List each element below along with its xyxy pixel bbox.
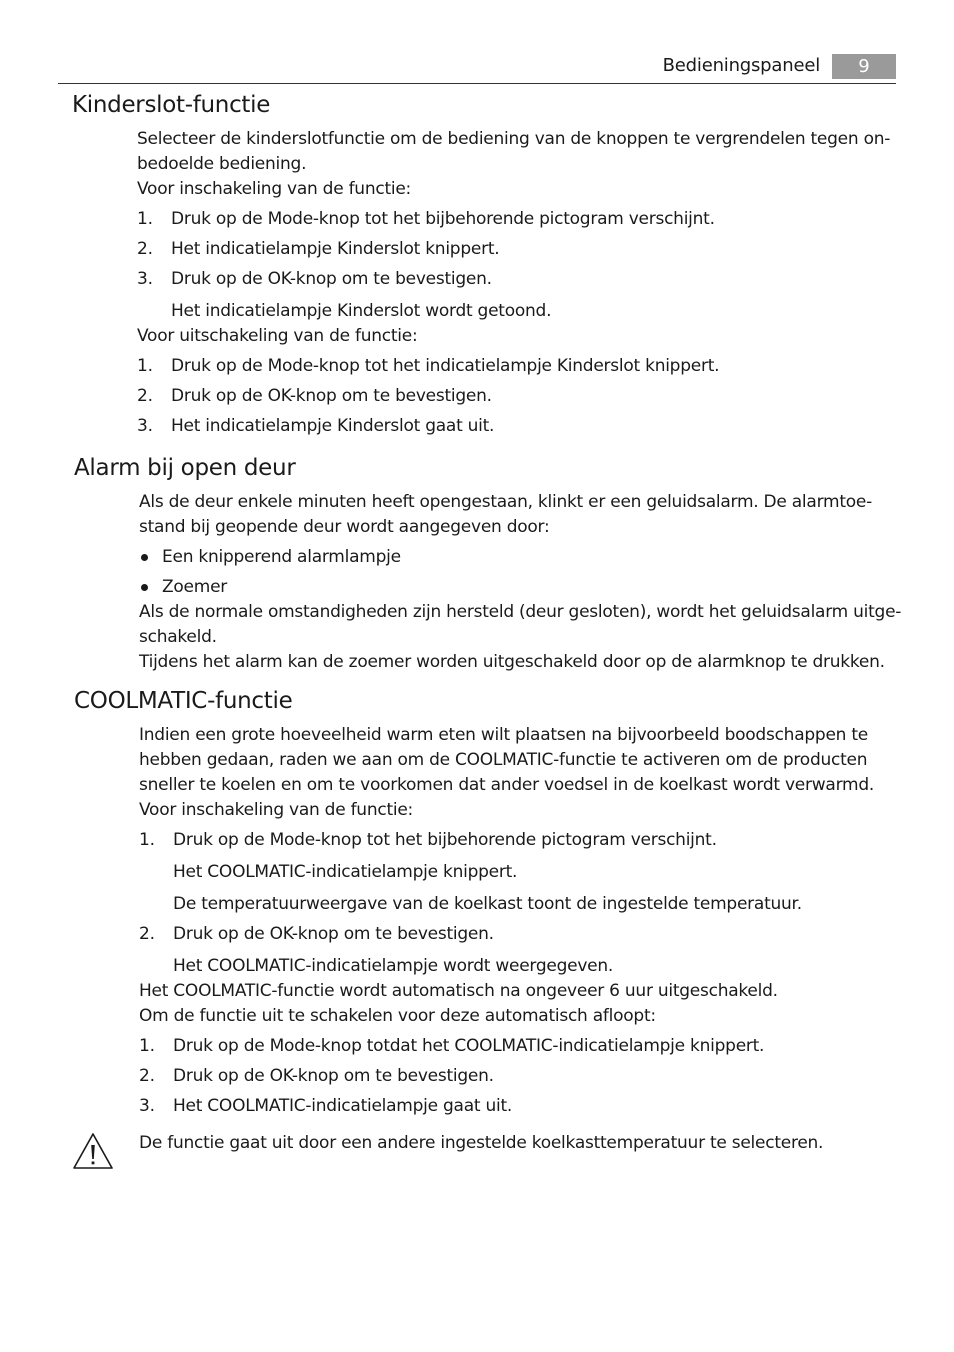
section-heading-kinderslot: Kinderslot-functie: [72, 92, 271, 118]
step-number: 3.: [139, 1096, 155, 1116]
step-number: 1.: [137, 209, 153, 229]
kinderslot-intro-line2: bedoelde bediening.: [137, 154, 307, 174]
step-number: 1.: [139, 830, 155, 850]
alarm-restore-line1: Als de normale omstandigheden zijn hersteld (deur gesloten), wordt het geluidsalarm uitge-: [139, 602, 902, 622]
alarm-intro-line2: stand bij geopende deur wordt aangegeven door:: [139, 517, 550, 537]
step-number: 1.: [137, 356, 153, 376]
step-number: 2.: [139, 924, 155, 944]
step-note: Het COOLMATIC-indicatielampje knippert.: [173, 862, 518, 882]
step-text: Druk op de OK-knop om te bevestigen.: [173, 1066, 494, 1086]
section-heading-alarm: Alarm bij open deur: [74, 455, 296, 481]
coolmatic-intro-line: sneller te koelen en om te voorkomen dat ander voedsel in de koelkast wordt verwarmd.: [139, 775, 875, 795]
step-note: Het COOLMATIC-indicatielampje wordt weergegeven.: [173, 956, 614, 976]
step-number: 3.: [137, 416, 153, 436]
warning-icon: [72, 1131, 114, 1171]
coolmatic-manual-off-label: Om de functie uit te schakelen voor deze automatisch afloopt:: [139, 1006, 656, 1026]
kinderslot-disable-label: Voor uitschakeling van de functie:: [137, 326, 418, 346]
bullet-icon: [141, 584, 148, 591]
bullet-text: Een knipperend alarmlampje: [162, 547, 401, 567]
alarm-mute-line: Tijdens het alarm kan de zoemer worden uitgeschakeld door op de alarmknop te drukken.: [139, 652, 885, 672]
kinderslot-enable-label: Voor inschakeling van de functie:: [137, 179, 412, 199]
step-text: Druk op de Mode-knop tot het bijbehorende pictogram verschijnt.: [171, 209, 715, 229]
step-text: Het COOLMATIC-indicatielampje gaat uit.: [173, 1096, 513, 1116]
section-heading-coolmatic: COOLMATIC-functie: [74, 688, 293, 714]
header-section-label: Bedieningspaneel: [662, 55, 820, 76]
coolmatic-intro-line: Indien een grote hoeveelheid warm eten wilt plaatsen na bijvoorbeeld boodschappen te: [139, 725, 868, 745]
step-number: 3.: [137, 269, 153, 289]
alarm-restore-line2: schakeld.: [139, 627, 217, 647]
step-text: Druk op de OK-knop om te bevestigen.: [171, 269, 492, 289]
step-text: Druk op de OK-knop om te bevestigen.: [173, 924, 494, 944]
step-number: 2.: [139, 1066, 155, 1086]
page-number: 9: [832, 54, 896, 79]
step-number: 2.: [137, 239, 153, 259]
bullet-text: Zoemer: [162, 577, 228, 597]
warning-text: De functie gaat uit door een andere ingestelde koelkasttemperatuur te selecteren.: [139, 1133, 824, 1153]
kinderslot-intro-line1: Selecteer de kinderslotfunctie om de bediening van de knoppen te vergrendelen tegen on-: [137, 129, 891, 149]
step-number: 2.: [137, 386, 153, 406]
step-text: Het indicatielampje Kinderslot gaat uit.: [171, 416, 495, 436]
coolmatic-enable-label: Voor inschakeling van de functie:: [139, 800, 414, 820]
step-text: Druk op de Mode-knop totdat het COOLMATIC-indicatielampje knippert.: [173, 1036, 765, 1056]
step-text: Druk op de Mode-knop tot het bijbehorende pictogram verschijnt.: [173, 830, 717, 850]
bullet-icon: [141, 554, 148, 561]
step-text: Het indicatielampje Kinderslot knippert.: [171, 239, 500, 259]
coolmatic-auto-off-line: Het COOLMATIC-functie wordt automatisch na ongeveer 6 uur uitgeschakeld.: [139, 981, 778, 1001]
header-rule: [58, 83, 896, 84]
alarm-intro-line1: Als de deur enkele minuten heeft opengestaan, klinkt er een geluidsalarm. De alarmtoe-: [139, 492, 872, 512]
step-note: Het indicatielampje Kinderslot wordt getoond.: [171, 301, 552, 321]
step-note: De temperatuurweergave van de koelkast toont de ingestelde temperatuur.: [173, 894, 802, 914]
step-number: 1.: [139, 1036, 155, 1056]
coolmatic-intro-line: hebben gedaan, raden we aan om de COOLMATIC-functie te activeren om de producten: [139, 750, 868, 770]
step-text: Druk op de Mode-knop tot het indicatielampje Kinderslot knippert.: [171, 356, 720, 376]
step-text: Druk op de OK-knop om te bevestigen.: [171, 386, 492, 406]
